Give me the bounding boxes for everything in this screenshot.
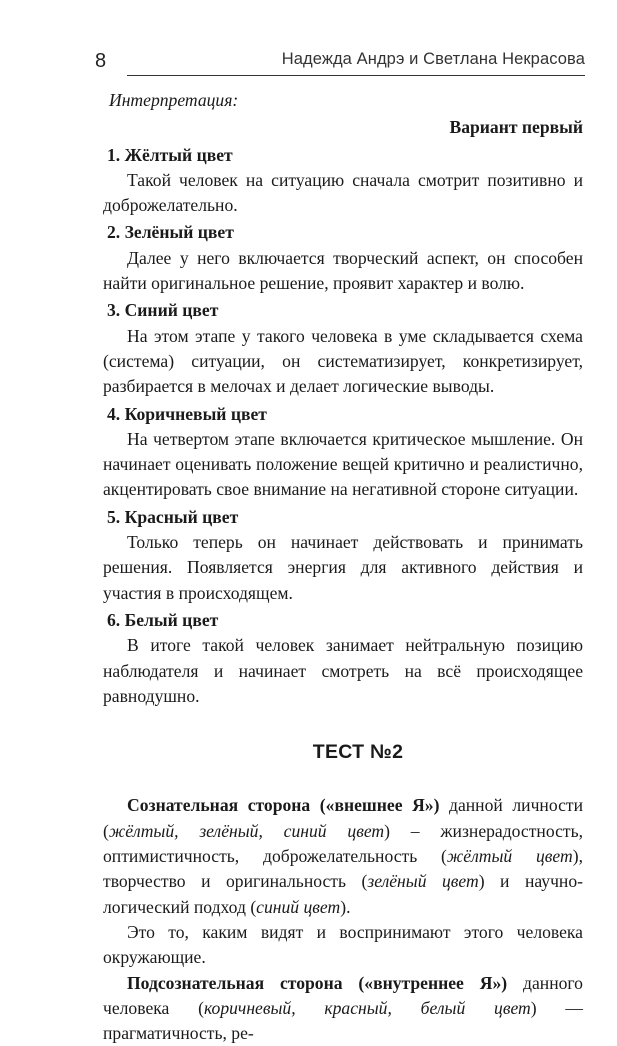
italic-run: жёлтый цвет: [447, 846, 573, 866]
header-rule: [127, 75, 585, 76]
section-heading: 2. Зелёный цвет: [103, 220, 583, 245]
text-run: данного человека (: [103, 973, 583, 1018]
text-run: ) — прагматичность, ре-: [103, 998, 583, 1043]
section-text: Такой человек на ситуацию сначала смотрит позитивно и доброжелательно.: [103, 168, 583, 219]
conscious-side-term: Сознательная сторона («внешнее Я»): [127, 795, 439, 815]
test-title: ТЕСТ №2: [133, 740, 583, 765]
section-text: На четвертом этапе включается критическое мышление. Он начинает оценивать положение вещей критично и реалистично, акцентировать свое внимание на негативной стороне ситуации.: [103, 427, 583, 503]
section-text: В итоге такой человек занимает нейтральную позицию наблюдателя и начинает смотреть на всё происходящее равнодушно.: [103, 633, 583, 709]
text-run: ).: [340, 897, 350, 917]
running-head: [95, 46, 585, 76]
page-number: 8: [95, 50, 106, 73]
text-run: ) и научно-логический подход (: [103, 871, 583, 916]
italic-run: синий цвет: [256, 897, 340, 917]
section-heading: 3. Синий цвет: [103, 298, 583, 323]
perception-paragraph: Это то, каким видят и воспринимают этого человека окружающие.: [103, 920, 583, 971]
section-heading: 1. Жёлтый цвет: [103, 143, 583, 168]
italic-run: зелёный цвет: [367, 871, 478, 891]
section-heading: 4. Коричневый цвет: [103, 402, 583, 427]
conscious-side-paragraph: [103, 793, 583, 919]
section-heading: 6. Белый цвет: [103, 608, 583, 633]
text-run: ), творчество и оригинальность (: [103, 846, 583, 891]
italic-run: жёлтый, зелёный, синий цвет: [109, 821, 384, 841]
page-body: [103, 88, 583, 1046]
text-run: данной личности (: [103, 795, 583, 840]
subconscious-side-term: Подсознательная сторона («внутреннее Я»): [127, 973, 507, 993]
section-text: Только теперь он начинает действовать и принимать решения. Появляется энергия для активного действия и участия в происходящем.: [103, 530, 583, 606]
section-text: Далее у него включается творческий аспект, он способен найти оригинальное решение, проявит характер и волю.: [103, 246, 583, 297]
subconscious-side-paragraph: [103, 971, 583, 1046]
section-heading: 5. Красный цвет: [103, 505, 583, 530]
italic-run: коричневый, красный, белый цвет: [204, 998, 531, 1018]
section-text: На этом этапе у такого человека в уме складывается схема (система) ситуации, он систематизирует, конкретизирует, разбирается в мелочах и делает логические выводы.: [103, 324, 583, 400]
running-title: Надежда Андрэ и Светлана Некрасова: [282, 50, 585, 69]
text-run: ) – жизнерадостность, оптимистичность, доброжелательность (: [103, 821, 583, 866]
variant-heading: Вариант первый: [103, 115, 583, 140]
interpretation-label: Интерпретация:: [109, 88, 583, 113]
